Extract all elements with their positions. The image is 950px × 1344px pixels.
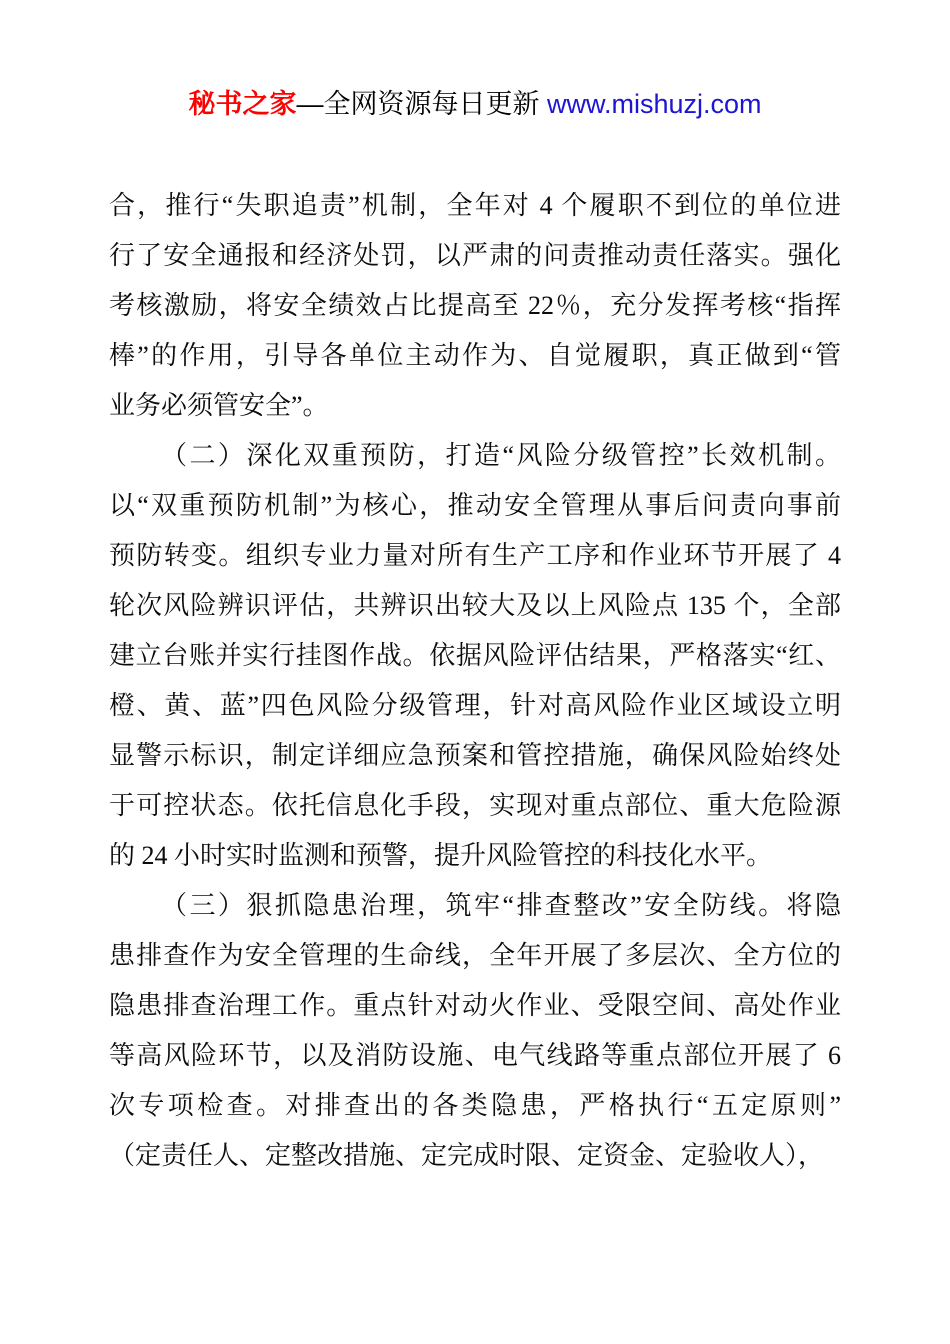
text-line: 次专项检查。对排查出的各类隐患，严格执行“五定原则”: [109, 1091, 841, 1120]
text-line: 业务必须管安全”。: [109, 391, 329, 420]
site-brand: 秘书之家: [188, 89, 297, 119]
text-line: 轮次风险辨识评估，共辨识出较大及以上风险点 135 个，全部: [109, 591, 841, 620]
paragraph: [109, 431, 841, 881]
document-body: [109, 181, 841, 1181]
text-line: （三）狠抓隐患治理，筑牢“排查整改”安全防线。将隐: [161, 891, 841, 920]
text-line: （二）深化双重预防，打造“风险分级管控”长效机制。: [161, 441, 841, 470]
text-line: 隐患排查治理工作。重点针对动火作业、受限空间、高处作业: [109, 991, 841, 1020]
text-line: 的 24 小时实时监测和预警，提升风险管控的科技化水平。: [109, 841, 773, 870]
paragraph: [109, 881, 841, 1181]
text-line: 行了安全通报和经济处罚，以严肃的问责推动责任落实。强化: [109, 241, 841, 270]
site-tagline: —全网资源每日更新: [296, 89, 547, 119]
text-line: 棒”的作用，引导各单位主动作为、自觉履职，真正做到“管: [109, 341, 841, 370]
text-line: 等高风险环节，以及消防设施、电气线路等重点部位开展了 6: [109, 1041, 841, 1070]
text-line: 橙、黄、蓝”四色风险分级管理，针对高风险作业区域设立明: [109, 691, 841, 720]
site-url-link[interactable]: www.mishuzj.com: [546, 89, 762, 119]
text-line: 预防转变。组织专业力量对所有生产工序和作业环节开展了 4: [109, 541, 841, 570]
text-line: 于可控状态。依托信息化手段，实现对重点部位、重大危险源: [109, 791, 841, 820]
text-line: 考核激励，将安全绩效占比提高至 22％，充分发挥考核“指挥: [109, 291, 841, 320]
text-line: 显警示标识，制定详细应急预案和管控措施，确保风险始终处: [109, 741, 841, 770]
paragraph: [109, 181, 841, 431]
site-header: [0, 88, 950, 120]
text-line: 以“双重预防机制”为核心，推动安全管理从事后问责向事前: [109, 491, 841, 520]
text-line: （定责任人、定整改措施、定完成时限、定资金、定验收人），: [109, 1141, 825, 1170]
text-line: 建立台账并实行挂图作战。依据风险评估结果，严格落实“红、: [109, 641, 841, 670]
text-line: 患排查作为安全管理的生命线，全年开展了多层次、全方位的: [109, 941, 841, 970]
text-line: 合，推行“失职追责”机制，全年对 4 个履职不到位的单位进: [109, 191, 841, 220]
